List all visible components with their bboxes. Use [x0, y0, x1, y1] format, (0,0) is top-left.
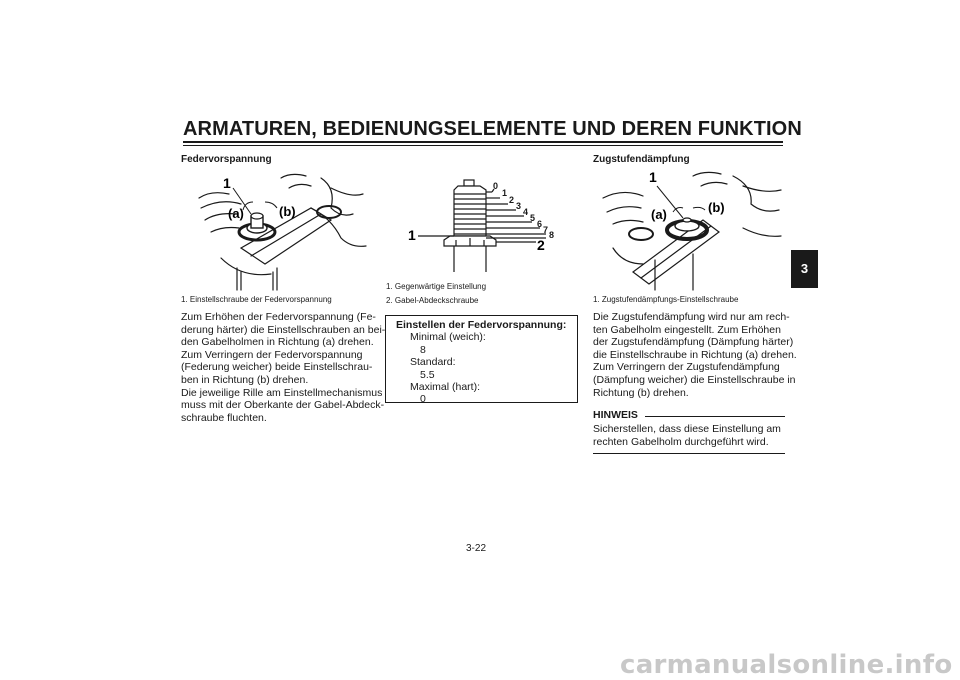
body-line: der Zugstufendämpfung (Dämpfung härter) [593, 336, 794, 349]
watermark: carmanualsonline.info [620, 650, 953, 680]
body-line: (Federung weicher) beide Einstellschrau- [181, 361, 373, 374]
spec-max-label: Maximal (hart): [410, 381, 481, 394]
figure-label-1: 1 [223, 175, 231, 191]
figure-label-a: (a) [651, 207, 667, 222]
rebound-figure-caption: 1. Zugstufendämpfungs-Einstellschraube [593, 295, 739, 304]
note-header [593, 409, 785, 421]
figure-label-b: (b) [279, 204, 296, 219]
note-title: HINWEIS [593, 409, 638, 421]
header-rule-thin [183, 145, 783, 146]
note-line: rechten Gabelholm durchgeführt wird. [593, 435, 769, 448]
note-end-rule [593, 453, 785, 454]
preload-figure [181, 168, 371, 290]
spec-max-value: 0 [420, 393, 426, 406]
body-line: den Gabelholmen in Richtung (a) drehen. [181, 336, 374, 349]
preload-figure-caption: 1. Einstellschraube der Federvorspannung [181, 295, 332, 304]
body-line: Die Zugstufendämpfung wird nur am rech- [593, 311, 790, 323]
scale-number: 3 [516, 201, 522, 211]
scale-number: 2 [509, 195, 515, 205]
figure-label-2: 2 [537, 237, 545, 253]
body-line: Zum Verringern der Zugstufendämpfung [593, 361, 780, 374]
spec-std-label: Standard: [410, 356, 456, 369]
figure-label-1: 1 [408, 227, 416, 243]
scale-number: 1 [502, 188, 508, 198]
note-rule [645, 416, 785, 417]
body-line: Zum Erhöhen der Federvorspannung (Fe- [181, 311, 376, 323]
body-line: ten Gabelholm eingestellt. Zum Erhöhen [593, 323, 781, 336]
rebound-body-text [593, 311, 797, 399]
scale-caption-2: 2. Gabel-Abdeckschraube [386, 296, 479, 305]
header-rule-thick [183, 141, 783, 143]
adjuster-scale-figure [400, 172, 565, 272]
scale-number: 5 [530, 213, 536, 223]
note-line: Sicherstellen, dass diese Einstellung am [593, 423, 781, 435]
body-line: Die jeweilige Rille am Einstellmechanismus [181, 386, 383, 399]
spec-std-value: 5.5 [420, 368, 435, 381]
body-line: schraube fluchten. [181, 411, 267, 424]
page-number: 3-22 [466, 543, 487, 554]
scale-number: 8 [549, 230, 555, 240]
chapter-tab: 3 [791, 250, 818, 288]
figure-label-b: (b) [708, 200, 725, 215]
scale-number: 7 [543, 225, 549, 235]
figure-label-1: 1 [649, 169, 657, 185]
rebound-damping-heading: Zugstufendämpfung [593, 154, 690, 165]
page-title: ARMATUREN, BEDIENUNGSELEMENTE UND DEREN FUNKTION [183, 118, 802, 140]
rebound-figure [593, 168, 785, 290]
note-body [593, 423, 785, 448]
spec-title: Einstellen der Federvorspannung: [396, 319, 567, 331]
body-line: (Dämpfung weicher) die Einstellschraube in [593, 373, 796, 386]
body-line: Richtung (b) drehen. [593, 386, 689, 399]
spring-preload-heading: Federvorspannung [181, 154, 272, 165]
scale-number: 0 [493, 181, 499, 191]
body-line: Zum Verringern der Federvorspannung [181, 348, 363, 361]
body-line: die Einstellschraube in Richtung (a) drehen. [593, 348, 797, 361]
preload-spec-box [385, 315, 578, 406]
body-line: ben in Richtung (b) drehen. [181, 373, 309, 386]
body-line: derung härter) die Einstellschrauben an bei- [181, 323, 386, 336]
scale-number: 4 [523, 207, 529, 217]
preload-body-text [181, 311, 386, 424]
scale-number: 6 [537, 219, 543, 229]
scale-caption-1: 1. Gegenwärtige Einstellung [386, 282, 487, 291]
page-header [183, 118, 802, 148]
figure-label-a: (a) [228, 206, 244, 221]
spec-min-label: Minimal (weich): [410, 331, 486, 344]
spec-min-value: 8 [420, 343, 426, 356]
body-line: muss mit der Oberkante der Gabel-Abdeck- [181, 399, 385, 412]
